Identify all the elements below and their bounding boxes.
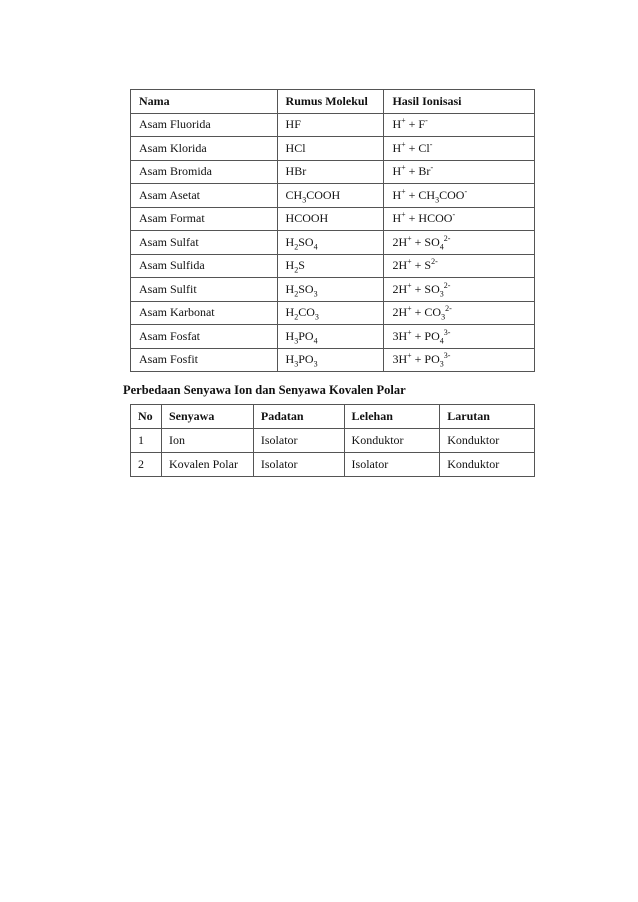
molecular-formula-cell — [277, 113, 384, 137]
formula-text: H — [392, 211, 402, 226]
subscript: 3 — [439, 359, 444, 369]
solution-cell: Konduktor — [440, 429, 535, 453]
formula-text: CO — [298, 305, 315, 320]
molecular-formula-cell — [277, 207, 384, 231]
formula-text: + SO — [411, 281, 440, 296]
subscript: 3 — [313, 359, 318, 369]
solid-cell: Isolator — [253, 429, 344, 453]
formula-text: H — [392, 117, 402, 132]
formula-text: SO — [298, 234, 314, 249]
header-padatan: Padatan — [253, 405, 344, 429]
formula-text: HF — [285, 117, 301, 132]
header-lelehan: Lelehan — [344, 405, 440, 429]
table-header-row — [131, 90, 535, 114]
superscript: 2- — [443, 233, 451, 243]
subscript: 3 — [314, 312, 319, 322]
molecular-formula-cell — [277, 160, 384, 184]
molecular-formula-cell — [277, 231, 384, 255]
ionization-result-cell — [384, 160, 535, 184]
formula-text: H — [285, 352, 295, 367]
ionization-result-cell — [384, 113, 535, 137]
formula-text: H — [392, 140, 402, 155]
table-row — [131, 254, 535, 278]
superscript: 2- — [445, 304, 452, 314]
ionization-result-cell — [384, 231, 535, 255]
header-rumus-molekul: Rumus Molekul — [277, 90, 384, 114]
formula-text: 2H — [392, 281, 408, 296]
formula-text: + S — [411, 258, 432, 273]
formula-text: 2H — [392, 234, 408, 249]
ionization-result-cell — [384, 325, 535, 349]
table-row — [131, 113, 535, 137]
superscript: + — [401, 139, 406, 149]
formula-text: S — [298, 258, 305, 273]
compound-cell: Kovalen Polar — [161, 453, 253, 477]
table-row — [131, 160, 535, 184]
subscript: 3 — [439, 289, 444, 299]
section-heading: Perbedaan Senyawa Ion dan Senyawa Kovalen Polar — [123, 383, 406, 397]
formula-text: H — [392, 164, 402, 179]
no-cell: 2 — [131, 453, 162, 477]
formula-text: PO — [298, 328, 314, 343]
formula-text: 2H — [392, 258, 408, 273]
superscript: 2- — [443, 280, 451, 290]
formula-text: + PO — [411, 328, 440, 343]
formula-text: + F — [405, 117, 426, 132]
formula-text: + SO — [411, 234, 440, 249]
ionization-result-cell — [384, 207, 535, 231]
header-senyawa: Senyawa — [161, 405, 253, 429]
formula-text: CH — [285, 187, 303, 202]
molecular-formula-cell — [277, 348, 384, 372]
subscript: 3 — [294, 336, 299, 346]
header-hasil-ionisasi: Hasil Ionisasi — [384, 90, 535, 114]
subscript: 4 — [439, 242, 444, 252]
solid-cell: Isolator — [253, 453, 344, 477]
molecular-formula-cell — [277, 325, 384, 349]
superscript: - — [430, 163, 434, 173]
superscript: + — [401, 210, 406, 220]
formula-text: H — [285, 258, 295, 273]
acid-name-cell: Asam Sulfat — [131, 231, 278, 255]
acid-name-cell: Asam Karbonat — [131, 301, 278, 325]
compound-comparison-table — [130, 404, 535, 477]
formula-text: SO — [298, 281, 314, 296]
acid-name-cell: Asam Sulfida — [131, 254, 278, 278]
ionization-result-cell — [384, 184, 535, 208]
table-row — [131, 231, 535, 255]
formula-text: PO — [298, 352, 314, 367]
superscript: - — [464, 186, 468, 196]
subscript: 4 — [313, 242, 318, 252]
table-row — [131, 278, 535, 302]
superscript: + — [401, 163, 406, 173]
acid-name-cell: Asam Format — [131, 207, 278, 231]
compare-table-body — [131, 429, 535, 477]
subscript: 2 — [294, 289, 299, 299]
acid-table-body — [131, 113, 535, 372]
acid-name-cell: Asam Asetat — [131, 184, 278, 208]
acid-name-cell: Asam Sulfit — [131, 278, 278, 302]
superscript: - — [429, 139, 433, 149]
table-row — [131, 325, 535, 349]
header-larutan: Larutan — [440, 405, 535, 429]
molecular-formula-cell — [277, 254, 384, 278]
subscript: 4 — [439, 336, 444, 346]
superscript: + — [407, 304, 412, 314]
table-row — [131, 207, 535, 231]
subscript: 3 — [302, 195, 307, 205]
superscript: + — [401, 186, 406, 196]
formula-text: + CO — [411, 305, 442, 320]
subscript: 4 — [313, 336, 318, 346]
formula-text: + Cl — [405, 140, 430, 155]
subscript: 2 — [294, 312, 299, 322]
superscript: + — [401, 116, 406, 126]
subscript: 2 — [294, 265, 299, 275]
molecular-formula-cell — [277, 278, 384, 302]
table-row — [131, 184, 535, 208]
superscript: - — [425, 116, 428, 126]
superscript: + — [407, 351, 412, 361]
melt-cell: Isolator — [344, 453, 440, 477]
formula-text: HBr — [285, 164, 307, 179]
subscript: 2 — [294, 242, 299, 252]
table-row — [131, 348, 535, 372]
superscript: + — [407, 327, 412, 337]
molecular-formula-cell — [277, 301, 384, 325]
superscript: 2- — [431, 257, 438, 267]
formula-text: COO — [439, 187, 465, 202]
ionization-result-cell — [384, 278, 535, 302]
ionization-result-cell — [384, 301, 535, 325]
formula-text: COOH — [306, 187, 341, 202]
ionization-result-cell — [384, 137, 535, 161]
table-row — [131, 453, 535, 477]
superscript: 3- — [443, 351, 451, 361]
acid-name-cell: Asam Klorida — [131, 137, 278, 161]
subscript: 3 — [441, 312, 446, 322]
melt-cell: Konduktor — [344, 429, 440, 453]
formula-text: + CH — [405, 187, 436, 202]
acid-name-cell: Asam Fluorida — [131, 113, 278, 137]
superscript: + — [407, 233, 412, 243]
ionization-result-cell — [384, 348, 535, 372]
formula-text: H — [285, 234, 295, 249]
formula-text: + PO — [411, 352, 440, 367]
header-nama: Nama — [131, 90, 278, 114]
formula-text: HCl — [285, 140, 306, 155]
formula-text: + Br — [405, 164, 431, 179]
ionization-result-cell — [384, 254, 535, 278]
superscript: + — [407, 257, 412, 267]
formula-text: 3H — [392, 352, 408, 367]
molecular-formula-cell — [277, 137, 384, 161]
header-no: No — [131, 405, 162, 429]
acid-name-cell: Asam Fosfat — [131, 325, 278, 349]
table-header-row — [131, 405, 535, 429]
solution-cell: Konduktor — [440, 453, 535, 477]
subscript: 3 — [435, 195, 440, 205]
no-cell: 1 — [131, 429, 162, 453]
superscript: - — [452, 210, 456, 220]
superscript: 3- — [443, 327, 451, 337]
acid-ionization-table — [130, 89, 535, 372]
formula-text: + HCOO — [405, 211, 453, 226]
formula-text: H — [285, 281, 295, 296]
compound-cell: Ion — [161, 429, 253, 453]
formula-text: H — [285, 305, 295, 320]
table-row — [131, 301, 535, 325]
formula-text: 2H — [392, 305, 408, 320]
formula-text: H — [392, 187, 402, 202]
subscript: 3 — [294, 359, 299, 369]
acid-name-cell: Asam Fosfit — [131, 348, 278, 372]
formula-text: HCOOH — [285, 211, 329, 226]
formula-text: H — [285, 328, 295, 343]
table-row — [131, 137, 535, 161]
acid-name-cell: Asam Bromida — [131, 160, 278, 184]
table-row — [131, 429, 535, 453]
molecular-formula-cell — [277, 184, 384, 208]
formula-text: 3H — [392, 328, 408, 343]
superscript: + — [407, 280, 412, 290]
subscript: 3 — [313, 289, 318, 299]
